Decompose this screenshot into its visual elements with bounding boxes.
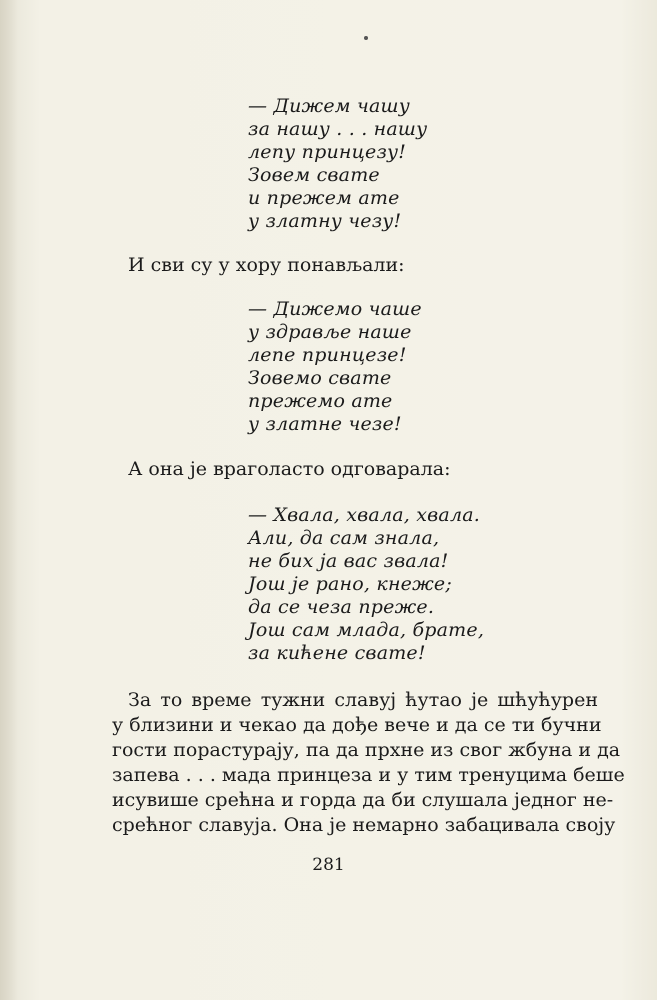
ink-speck	[364, 36, 368, 40]
princess-intro-line: А она је враголасто одговарала:	[128, 458, 451, 480]
paragraph-line: запева . . . мада принцеза и у тим тренуцима беше	[112, 764, 625, 786]
verse-line: Још сам млада, брате,	[248, 619, 485, 641]
chorus-intro-line: И сви су у хору понављали:	[128, 254, 405, 276]
verse-line: у златну чезу!	[248, 210, 402, 232]
verse-line: у златне чезе!	[248, 413, 402, 435]
paragraph-line: у близини и чекао да дође вече и да се ти бучни	[112, 714, 602, 736]
verse-line: и прежем ате	[248, 187, 400, 209]
verse-line: Зовемо свате	[248, 367, 392, 389]
verse-line: не бих ја вас звала!	[248, 550, 449, 572]
verse-line: лепе принцезе!	[248, 344, 407, 366]
paragraph-line: исувише срећна и горда да би слушала једног не-	[112, 789, 614, 811]
verse-line: за кићене свате!	[248, 642, 426, 664]
paragraph-line: За то време тужни славуј ћутао је шћућурен	[128, 689, 598, 711]
verse-line: — Дижем чашу	[248, 95, 410, 117]
verse-line: прежемо ате	[248, 390, 393, 412]
gutter-shadow	[0, 0, 18, 1000]
verse-line: — Хвала, хвала, хвала.	[248, 504, 481, 526]
verse-line: Зовем свате	[248, 164, 380, 186]
page-number: 281	[312, 855, 345, 875]
verse-line: — Дижемо чаше	[248, 298, 422, 320]
verse-line: Још је рано, кнеже;	[248, 573, 452, 595]
verse-line: да се чеза преже.	[248, 596, 435, 618]
verse-line: лепу принцезу!	[248, 141, 407, 163]
paragraph-line: срећног славуја. Она је немарно забацивала своју	[112, 814, 616, 836]
verse-line: за нашу . . . нашу	[248, 118, 428, 140]
verse-line: Али, да сам знала,	[248, 527, 440, 549]
verse-line: у здравље наше	[248, 321, 412, 343]
paragraph-line: гости порастурају, па да прхне из свог жбуна и да	[112, 739, 621, 761]
